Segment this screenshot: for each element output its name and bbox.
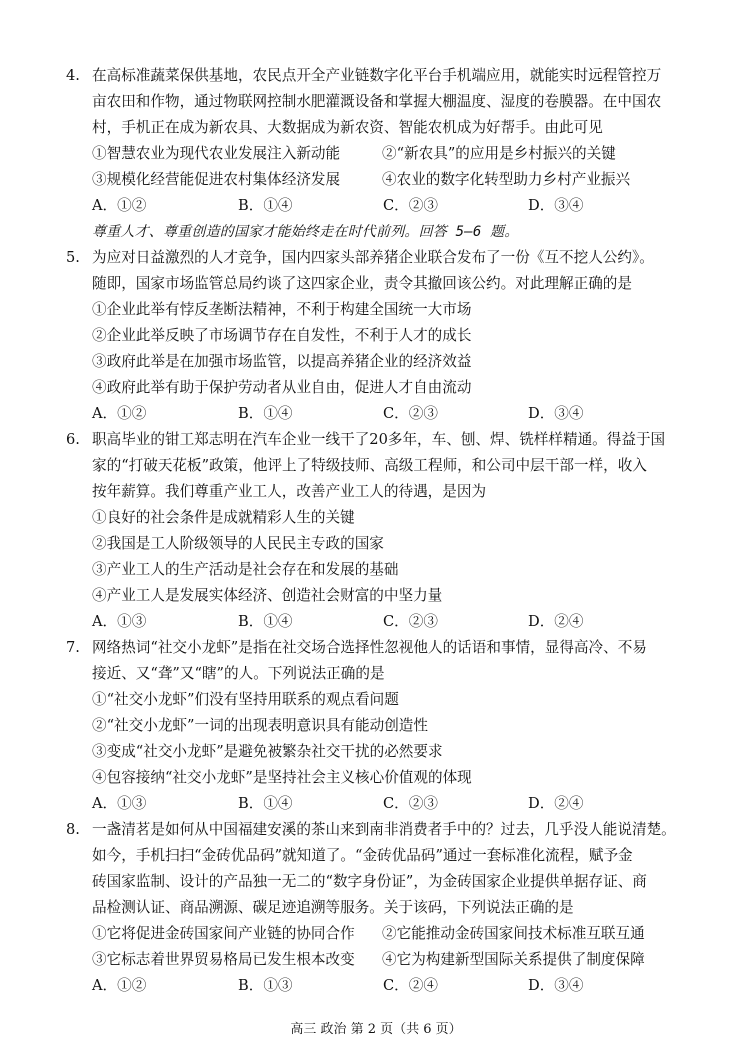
option-d[interactable]: D．②④ [528, 613, 584, 630]
question-text: 亩农田和作物，通过物联网控制水肥灌溉设备和掌握大棚温度、湿度的卷膜器。在中国农 [92, 93, 662, 110]
option-a[interactable]: A．①② [92, 405, 147, 422]
statement-3: ③变成“社交小龙虾”是避免被繁杂社交干扰的必然要求 [92, 743, 443, 760]
option-c[interactable]: C．②④ [383, 977, 438, 994]
question-text: 按年薪算。我们尊重产业工人，改善产业工人的待遇，是因为 [92, 483, 487, 500]
statement-4: ④包容接纳“社交小龙虾”是坚持社会主义核心价值观的体现 [92, 769, 472, 786]
option-a[interactable]: A．①③ [92, 613, 147, 630]
option-c[interactable]: C．②③ [383, 197, 438, 214]
option-d[interactable]: D．③④ [528, 405, 584, 422]
question-text: 职高毕业的钳工郑志明在汽车企业一线干了20多年，车、刨、焊、铣样样精通。得益于国 [92, 431, 666, 448]
question-text: 接近、又“聋”又“瞎”的人。下列说法正确的是 [92, 665, 385, 682]
option-c[interactable]: C．②③ [383, 795, 438, 812]
question-number: 8. [66, 821, 80, 838]
option-b[interactable]: B．①④ [238, 795, 293, 812]
statement-4: ④它为构建新型国际关系提供了制度保障 [382, 951, 645, 968]
question-text: 为应对日益激烈的人才竞争，国内四家头部养猪企业联合发布了一份《互不挖人公约》。 [92, 249, 654, 266]
question-text: 在高标准蔬菜保供基地，农民点开全产业链数字化平台手机端应用，就能实时远程管控万 [92, 67, 662, 84]
statement-1: ①它将促进金砖国家间产业链的协同合作 [92, 925, 355, 942]
statement-1: ①企业此举有悖反垄断法精神，不利于构建全国统一大市场 [92, 301, 472, 318]
question-number: 4. [66, 67, 80, 84]
page-footer: 高三 政治 第 2 页（共 6 页） [290, 1022, 462, 1037]
statement-1: ①智慧农业为现代农业发展注入新动能 [92, 145, 341, 162]
question-text: 随即，国家市场监管总局约谈了这四家企业，责令其撤回该公约。对此理解正确的是 [92, 275, 632, 292]
statement-3: ③它标志着世界贸易格局已发生根本改变 [92, 951, 355, 968]
intro-text: 尊重人才、尊重创造的国家才能始终走在时代前列。回答 5—6 题。 [92, 224, 519, 240]
statement-1: ①“社交小龙虾”们没有坚持用联系的观点看问题 [92, 691, 399, 708]
statement-4: ④产业工人是发展实体经济、创造社会财富的中坚力量 [92, 587, 443, 604]
question-number: 5. [66, 249, 80, 266]
option-a[interactable]: A．①② [92, 197, 147, 214]
option-b[interactable]: B．①④ [238, 197, 293, 214]
option-d[interactable]: D．③④ [528, 977, 584, 994]
question-text: 村，手机正在成为新农具、大数据成为新农资、智能农机成为好帮手。由此可见 [92, 119, 603, 136]
question-text: 如今，手机扫扫“金砖优品码”就知道了。“金砖优品码”通过一套标准化流程，赋予金 [92, 847, 633, 864]
question-text: 品检测认证、商品溯源、碳足迹追溯等服务。关于该码，下列说法正确的是 [92, 899, 574, 916]
statement-2: ②我国是工人阶级领导的人民民主专政的国家 [92, 535, 384, 552]
statement-3: ③政府此举是在加强市场监管，以提高养猪企业的经济效益 [92, 353, 472, 370]
question-text: 网络热词“社交小龙虾”是指在社交场合选择性忽视他人的话语和事情，显得高冷、不易 [92, 639, 647, 656]
question-number: 7. [66, 639, 80, 656]
option-a[interactable]: A．①② [92, 977, 147, 994]
question-text: 一盏清茗是如何从中国福建安溪的茶山来到南非消费者手中的？过去，几乎没人能说清楚。 [92, 821, 676, 838]
statement-2: ②“新农具”的应用是乡村振兴的关键 [382, 145, 616, 162]
statement-2: ②“社交小龙虾”一词的出现表明意识具有能动创造性 [92, 717, 428, 734]
option-b[interactable]: B．①④ [238, 405, 293, 422]
option-c[interactable]: C．②③ [383, 405, 438, 422]
statement-1: ①良好的社会条件是成就精彩人生的关键 [92, 509, 355, 526]
statement-3: ③规模化经营能促进农村集体经济发展 [92, 171, 341, 188]
question-number: 6. [66, 431, 80, 448]
option-b[interactable]: B．①③ [238, 977, 293, 994]
option-d[interactable]: D．②④ [528, 795, 584, 812]
statement-2: ②企业此举反映了市场调节存在自发性，不利于人才的成长 [92, 327, 472, 344]
statement-2: ②它能推动金砖国家间技术标准互联互通 [382, 925, 645, 942]
statement-3: ③产业工人的生产活动是社会存在和发展的基础 [92, 561, 399, 578]
statement-4: ④农业的数字化转型助力乡村产业振兴 [382, 171, 631, 188]
statement-4: ④政府此举有助于保护劳动者从业自由，促进人才自由流动 [92, 379, 472, 396]
question-text: 家的“打破天花板”政策，他评上了特级技师、高级工程师，和公司中层干部一样，收入 [92, 457, 647, 474]
option-c[interactable]: C．②③ [383, 613, 438, 630]
option-b[interactable]: B．①④ [238, 613, 293, 630]
option-a[interactable]: A．①③ [92, 795, 147, 812]
option-d[interactable]: D．③④ [528, 197, 584, 214]
question-text: 砖国家监制、设计的产品独一无二的“数字身份证”，为金砖国家企业提供单据存证、商 [92, 873, 647, 890]
